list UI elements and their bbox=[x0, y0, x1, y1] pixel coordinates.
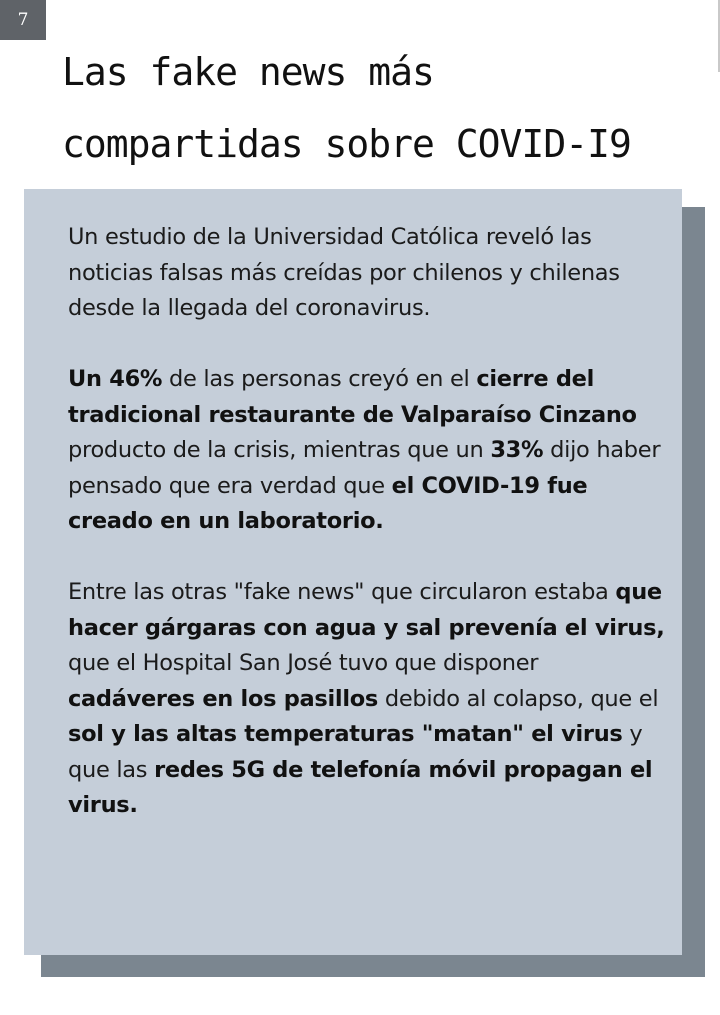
highlight-laboratorio: el COVID-19 fue creado en un laboratorio. bbox=[68, 472, 588, 534]
text-segment: Entre las otras "fake news" que circularon estaba bbox=[68, 579, 616, 605]
highlight-5g: redes 5G de telefonía móvil propagan el virus. bbox=[68, 756, 653, 818]
text-segment: que el Hospital San José tuvo que disponer bbox=[68, 650, 539, 676]
stat-33-percent: 33% bbox=[490, 437, 544, 463]
highlight-cinzano: cierre del tradicional restaurante de Valparaíso Cinzano bbox=[68, 366, 637, 428]
text-segment: y que las bbox=[68, 721, 643, 783]
text-segment: producto de la crisis, mientras que un bbox=[68, 437, 491, 463]
text-segment: debido al colapso, que el bbox=[378, 685, 659, 712]
article-body bbox=[68, 220, 668, 859]
page-title bbox=[62, 36, 702, 180]
text-segment: dijo haber pensado que era verdad que bbox=[68, 437, 661, 499]
highlight-cadaveres: cadáveres en los pasillos bbox=[68, 685, 378, 712]
title-line-1: Las fake news más bbox=[62, 50, 434, 94]
title-line-2: compartidas sobre COVID-I9 bbox=[62, 122, 631, 166]
intro-paragraph: Un estudio de la Universidad Católica reveló las noticias falsas más creídas por chilenos y chilenas desde la llegada del coronavirus. bbox=[68, 224, 620, 321]
page-number: 7 bbox=[0, 0, 46, 40]
text-segment: de las personas creyó en el bbox=[162, 366, 477, 392]
survey-paragraph bbox=[68, 362, 668, 540]
highlight-sol: sol y las altas temperaturas "matan" el virus bbox=[68, 721, 623, 747]
other-fake-news-paragraph bbox=[68, 575, 668, 824]
stat-46-percent: Un 46% bbox=[68, 366, 163, 392]
highlight-gargaras: que hacer gárgaras con agua y sal prevenía el virus, bbox=[68, 579, 665, 641]
